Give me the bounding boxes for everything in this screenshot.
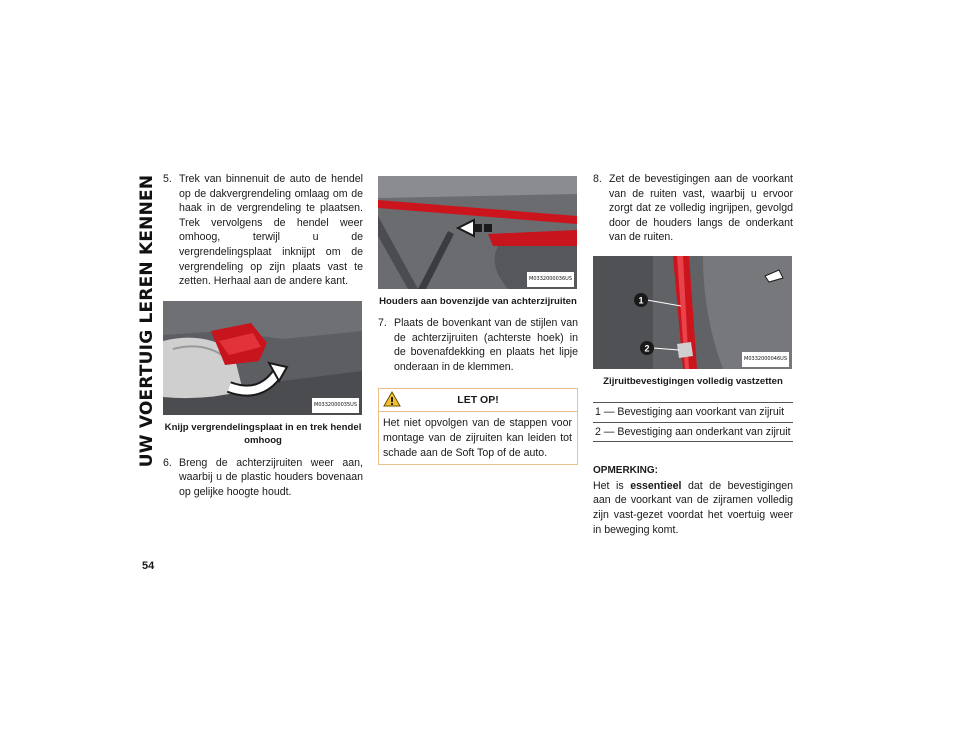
section-title-text: UW VOERTUIG LEREN KENNEN xyxy=(137,174,157,468)
figure-code: M0332000036US xyxy=(527,272,574,287)
column-1 xyxy=(163,172,363,500)
remark-text xyxy=(593,479,793,537)
figure-legend xyxy=(593,402,793,442)
figure-code: M0332000046US xyxy=(742,352,789,367)
figure-window-fasteners xyxy=(593,256,792,369)
step-text: Plaats de bovenkant van de stijlen van de achterzijruiten (achterste hoek) in de bovenafdekking en plaats het lipje onderaan in de klemmen. xyxy=(394,317,578,373)
callout-1: 1 xyxy=(638,295,644,306)
page-number: 54 xyxy=(142,560,155,572)
step-text: Breng de achterzijruiten weer aan, waarbij u de plastic houders bovenaan op gelijke hoogte houdt. xyxy=(179,456,363,498)
caution-text: Het niet opvolgen van de stappen voor montage van de zijruiten kan leiden tot schade aan de Soft Top of de auto. xyxy=(383,417,572,459)
remark-post: dat de bevestigingen aan de voorkant van de zijramen volledig zijn vast-gezet voordat het voertuig weer in beweging komt. xyxy=(593,479,794,536)
figure-caption: Houders aan bovenzijde van achterzijruiten xyxy=(379,296,577,307)
remark-pre: Het is xyxy=(593,479,631,492)
figure-upper-holders xyxy=(378,176,577,289)
step-number: 7. xyxy=(378,317,387,329)
step-number: 6. xyxy=(163,456,172,469)
remark-bold: essentieel xyxy=(630,479,682,492)
figure-caption: Knijp vergrendelingsplaat in en trek hendel omhoog xyxy=(164,421,362,446)
step-number: 8. xyxy=(593,173,602,185)
step-5 xyxy=(163,172,363,289)
step-number: 5. xyxy=(163,173,172,185)
callout-2: 2 xyxy=(644,343,650,354)
warning-triangle-icon xyxy=(383,391,401,407)
figure-caption: Zijruitbevestigingen volledig vastzetten xyxy=(603,375,783,387)
remark-title: OPMERKING: xyxy=(593,465,658,477)
caution-title: LET OP! xyxy=(457,394,499,407)
legend-item-2: 2 — Bevestiging aan onderkant van zijruit xyxy=(593,423,793,443)
legend-item-1: 1 — Bevestiging aan voorkant van zijruit xyxy=(593,403,793,423)
figure-lock-plate xyxy=(163,301,362,415)
caution-box xyxy=(378,388,578,465)
column-3 xyxy=(593,172,793,537)
figure-code: M0332000035US xyxy=(312,398,359,413)
step-8 xyxy=(593,172,793,245)
step-7 xyxy=(378,316,578,374)
column-2 xyxy=(378,176,578,465)
caution-header xyxy=(379,389,577,412)
step-text: Trek van binnenuit de auto de hendel op de dakvergrendeling omlaag om de haak in de vergrendeling te plaatsen. Trek vervolgens de hendel weer omhoog, terwijl u de vergrendelingsplaat inknijpt om de vergrendeling op zijn plaats vast te zetten. Herhaal aan de andere kant. xyxy=(179,173,363,288)
step-text: Zet de bevestigingen aan de voorkant van de ruiten vast, waarbij u ervoor zorgt dat ze volledig ingrijpen, gevolgd door de houders langs de onderkant van de ruiten. xyxy=(609,173,793,244)
step-6 xyxy=(163,456,363,500)
section-side-title xyxy=(132,176,162,466)
